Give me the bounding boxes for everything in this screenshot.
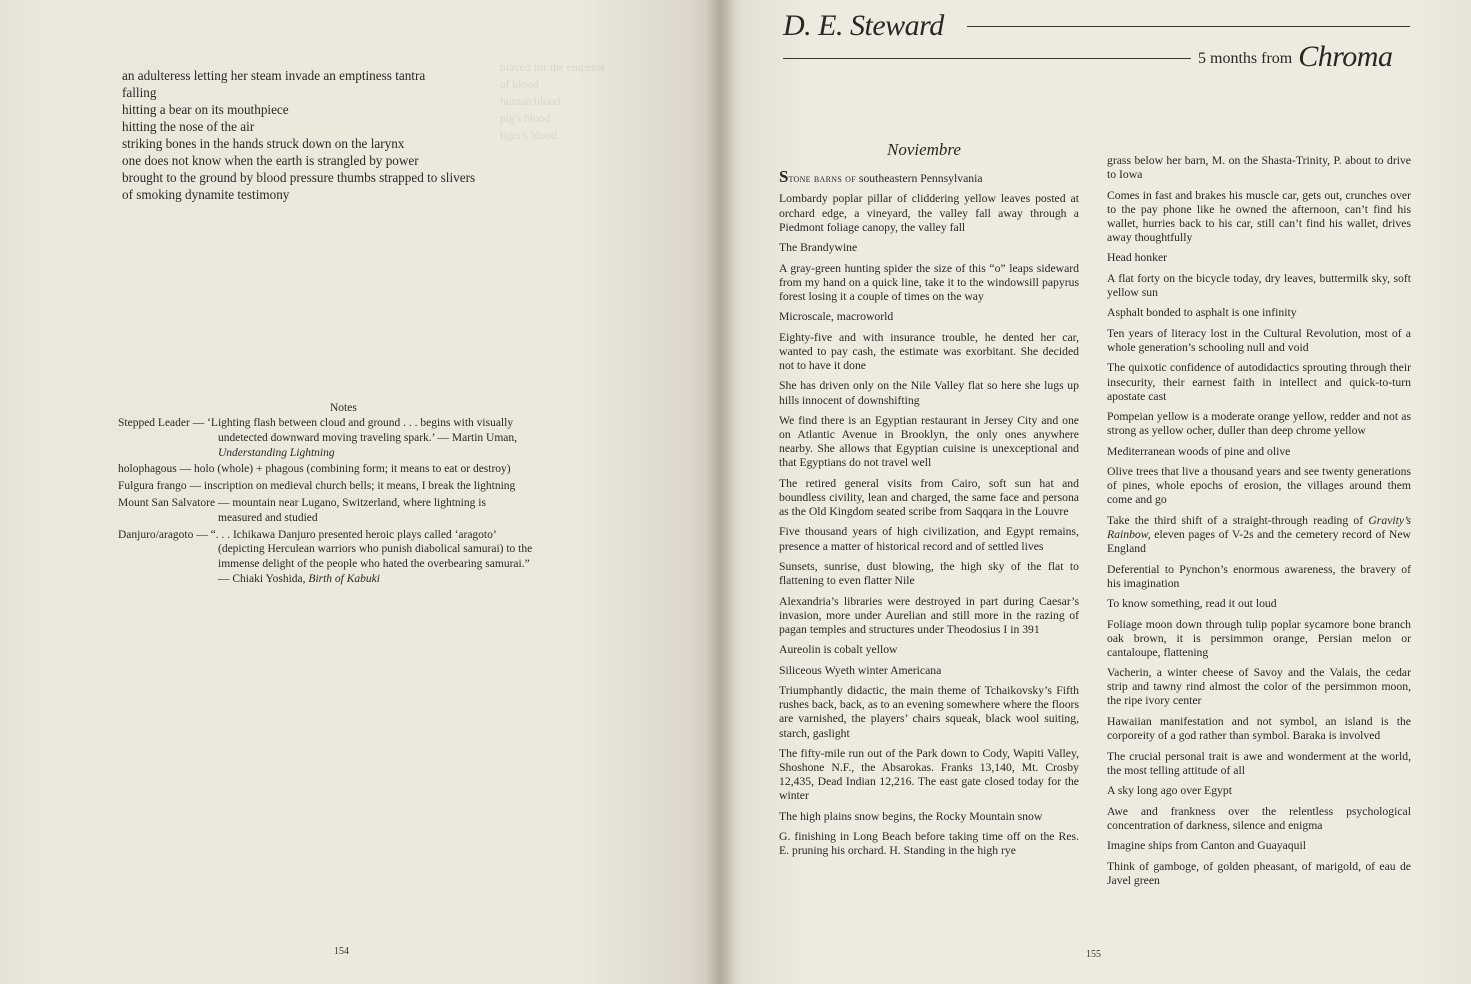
notes [118, 416, 558, 589]
paragraph: grass below her barn, M. on the Shasta-Trinity, P. about to drive to Iowa [1107, 154, 1411, 182]
paragraph: Ten years of literacy lost in the Cultural Revolution, most of a whole generation’s schooling null and void [1107, 326, 1411, 354]
notes-title: Notes [330, 402, 357, 414]
poem [122, 67, 522, 203]
book-gutter [706, 0, 736, 984]
opening-paragraph [779, 167, 1079, 186]
note-fulgura-frango: Fulgura frango — inscription on medieval church bells; it means, I break the lightning [118, 480, 516, 493]
paragraph: Vacherin, a winter cheese of Savoy and the Valais, the cedar strip and tawny rind almost the color of the persimmon moon, the ripe ivory center [1107, 666, 1411, 708]
paragraph: Asphalt bonded to asphalt is one infinity [1107, 306, 1297, 320]
paragraph: A flat forty on the bicycle today, dry leaves, buttermilk sky, soft yellow sun [1107, 271, 1411, 299]
paragraph: The Brandywine [779, 241, 858, 255]
poem-line: brought to the ground by blood pressure thumbs strapped to slivers [122, 170, 476, 185]
attribution: — Chiaki Yoshida, [218, 572, 306, 585]
poem-line: hitting a bear on its mouthpiece [122, 102, 289, 117]
text-run: eleven pages of V-2s and the cemetery record of New England [1107, 527, 1411, 556]
right-page [720, 0, 1471, 984]
paragraph: Olive trees that live a thousand years and see twenty generations of pines, whole epochs of erosion, the villages around them come and go [1107, 465, 1411, 507]
note-holophagous: holophagous — holo (whole) + phagous (combining form; it means to eat or destroy) [118, 463, 511, 476]
paragraph: Alexandria’s libraries were destroyed in part during Caesar’s invasion, more under Aurelian and still more in the razing of pagan temples and structures under Theodosius I in 391 [779, 594, 1079, 636]
note-line [118, 572, 558, 587]
text-column-left [779, 167, 1079, 865]
note-line [118, 446, 558, 461]
poem-line: one does not know when the earth is strangled by power [122, 153, 419, 168]
bleed-through-text: played for the emperor of blood human blood pig's blood tiger's blood [500, 62, 606, 142]
poem-line: hitting the nose of the air [122, 119, 255, 134]
left-page [0, 0, 720, 984]
paragraph: Awe and frankness over the relentless psychological concentration of darkness, silence and enigma [1107, 804, 1411, 832]
note-stepped-leader [118, 416, 558, 460]
paragraph: Triumphantly didactic, the main theme of Tchaikovsky’s Fifth rushes back, back, as to an evening somewhere where the floors are varnished, the players’ chairs squeak, black wool suiting, starch, gaslight [779, 684, 1079, 740]
paragraph: Sunsets, sunrise, dust blowing, the high sky of the flat to flattening to even flatter Nile [779, 560, 1079, 588]
paragraph: Mediterranean woods of pine and olive [1107, 444, 1291, 458]
book-title: Birth of Kabuki [308, 572, 380, 585]
poem-line: of smoking dynamite testimony [122, 187, 290, 202]
paragraph: The retired general visits from Cairo, soft sun hat and boundless civility, lean and charged, the same face and persona as the Old Kingdom seated scribe from Saqqara in the Louvre [779, 476, 1079, 518]
header-rule [967, 26, 1410, 27]
paragraph: Head honker [1107, 251, 1168, 265]
paragraph: The crucial personal trait is awe and wonderment at the world, the most telling attitude of all [1107, 749, 1411, 777]
paragraph: G. finishing in Long Beach before taking time off on the Res. E. pruning his orchard. H. Standing in the high rye [779, 830, 1079, 858]
note-danjuro [118, 528, 558, 587]
poem-line: an adulteress letting her steam invade an emptiness tantra [122, 68, 426, 83]
text-column-right [1107, 154, 1411, 894]
paragraph: Microscale, macroworld [779, 310, 894, 324]
paragraph: The quixotic confidence of autodidactics sprouting through their insecurity, their earnest faith in intellect and quick-to-turn apostate cast [1107, 361, 1411, 403]
paragraph: Aureolin is cobalt yellow [779, 643, 898, 657]
book-title: Gravity’s Rainbow, [1107, 513, 1411, 541]
paragraph: Comes in fast and brakes his muscle car, gets out, crunches over to the pay phone like he owned the afternoon, can’t find his wallet, hurries back to his car, still can’t find his wallet, drives away thoughtfully [1107, 188, 1411, 244]
section-title: Noviembre [887, 140, 961, 159]
paragraph: The fifty-mile run out of the Park down to Cody, Wapiti Valley, Shoshone N.F., the Absarokas. Franks 13,140, Mt. Crosby 12,435, Dead Indian 12,216. The east gate closed today for the winter [779, 747, 1079, 803]
paragraph: Think of gamboge, of golden pheasant, of marigold, of eau de Javel green [1107, 859, 1411, 887]
paragraph: Hawaiian manifestation and not symbol, an island is the corporeity of a god rather than symbol. Baraka is involved [1107, 714, 1411, 743]
paragraph: Imagine ships from Canton and Guayaquil [1107, 839, 1306, 853]
source-prefix: 5 months from [1198, 50, 1293, 67]
note-line: Stepped Leader — ‘Lighting flash between cloud and ground . . . begins with visually [118, 417, 514, 429]
paragraph: The high plains snow begins, the Rocky Mountain snow [779, 809, 1043, 823]
book-title: Understanding Lightning [218, 446, 335, 459]
page-number: 155 [1086, 949, 1101, 960]
paragraph: A gray-green hunting spider the size of this “o” leaps sideward from my hand on a quick line, take it to the windowsill papyrus forest losing it a couple of times on the way [779, 261, 1079, 303]
note-line: (depicting Herculean warriors who punish diabolical samurai) to the [218, 543, 533, 556]
paragraph: To know something, read it out loud [1107, 597, 1277, 611]
source-title: Chroma [1298, 40, 1393, 73]
note-line: immense delight of the people who hated the overbearing samurai.” [218, 558, 530, 571]
paragraph: Eighty-five and with insurance trouble, he dented her car, wanted to pay cash, the estimate was exorbitant. She decided not to have it done [779, 330, 1079, 372]
note-line: measured and studied [218, 511, 318, 524]
header-rule [783, 58, 1191, 59]
paragraph: Pompeian yellow is a moderate orange yellow, redder and not as strong as yellow ocher, duller than deep chrome yellow [1107, 410, 1411, 438]
page-number: 154 [334, 946, 349, 957]
gravity-paragraph [1107, 514, 1411, 556]
note-line: Mount San Salvatore — mountain near Lugano, Switzerland, where lightning is [118, 496, 486, 509]
paragraph: Five thousand years of high civilization, and Egypt remains, presence a matter of historical record and of settled lives [779, 525, 1079, 553]
paragraph: Siliceous Wyeth winter Americana [779, 663, 942, 677]
paragraph: Foliage moon down through tulip poplar sycamore bone branch oak brown, it is persimmon orange, Persian melon or cantaloupe, flattening [1107, 617, 1411, 659]
note-line: undetected downward moving traveling spark.’ — Martin Uman, [218, 431, 518, 444]
author-name: D. E. Steward [783, 9, 944, 42]
text-run: Take the third shift of a straight-through reading of [1107, 513, 1364, 527]
paragraph: Deferential to Pynchon’s enormous awareness, the bravery of his imagination [1107, 562, 1411, 590]
paragraph: She has driven only on the Nile Valley flat so here she lugs up hills innocent of downshifting [779, 379, 1079, 407]
note-mount-san-salvatore [118, 496, 558, 526]
paragraph: A sky long ago over Egypt [1107, 784, 1232, 798]
opening-rest: southeastern Pennsylvania [858, 172, 983, 185]
small-caps-lead: tone barns of [788, 173, 856, 185]
paragraph: We find there is an Egyptian restaurant in Jersey City and one on Atlantic Avenue in Brooklyn, the only ones anywhere nearby. She allows that Egyptian cuisine is unexceptional and that Egyptians do not travel well [779, 414, 1079, 470]
drop-cap: S [779, 167, 789, 186]
poem-line: falling [122, 85, 157, 100]
paragraph: Lombardy poplar pillar of cliddering yellow leaves posted at orchard edge, a vineyard, the valley fall away through a Piedmont foliage canopy, the valley fall [779, 192, 1079, 234]
poem-line: striking bones in the hands struck down on the larynx [122, 136, 405, 151]
note-line: Danjuro/aragoto — “. . . Ichikawa Danjuro presented heroic plays called ‘aragoto’ [118, 528, 497, 541]
source-line [1198, 40, 1392, 74]
